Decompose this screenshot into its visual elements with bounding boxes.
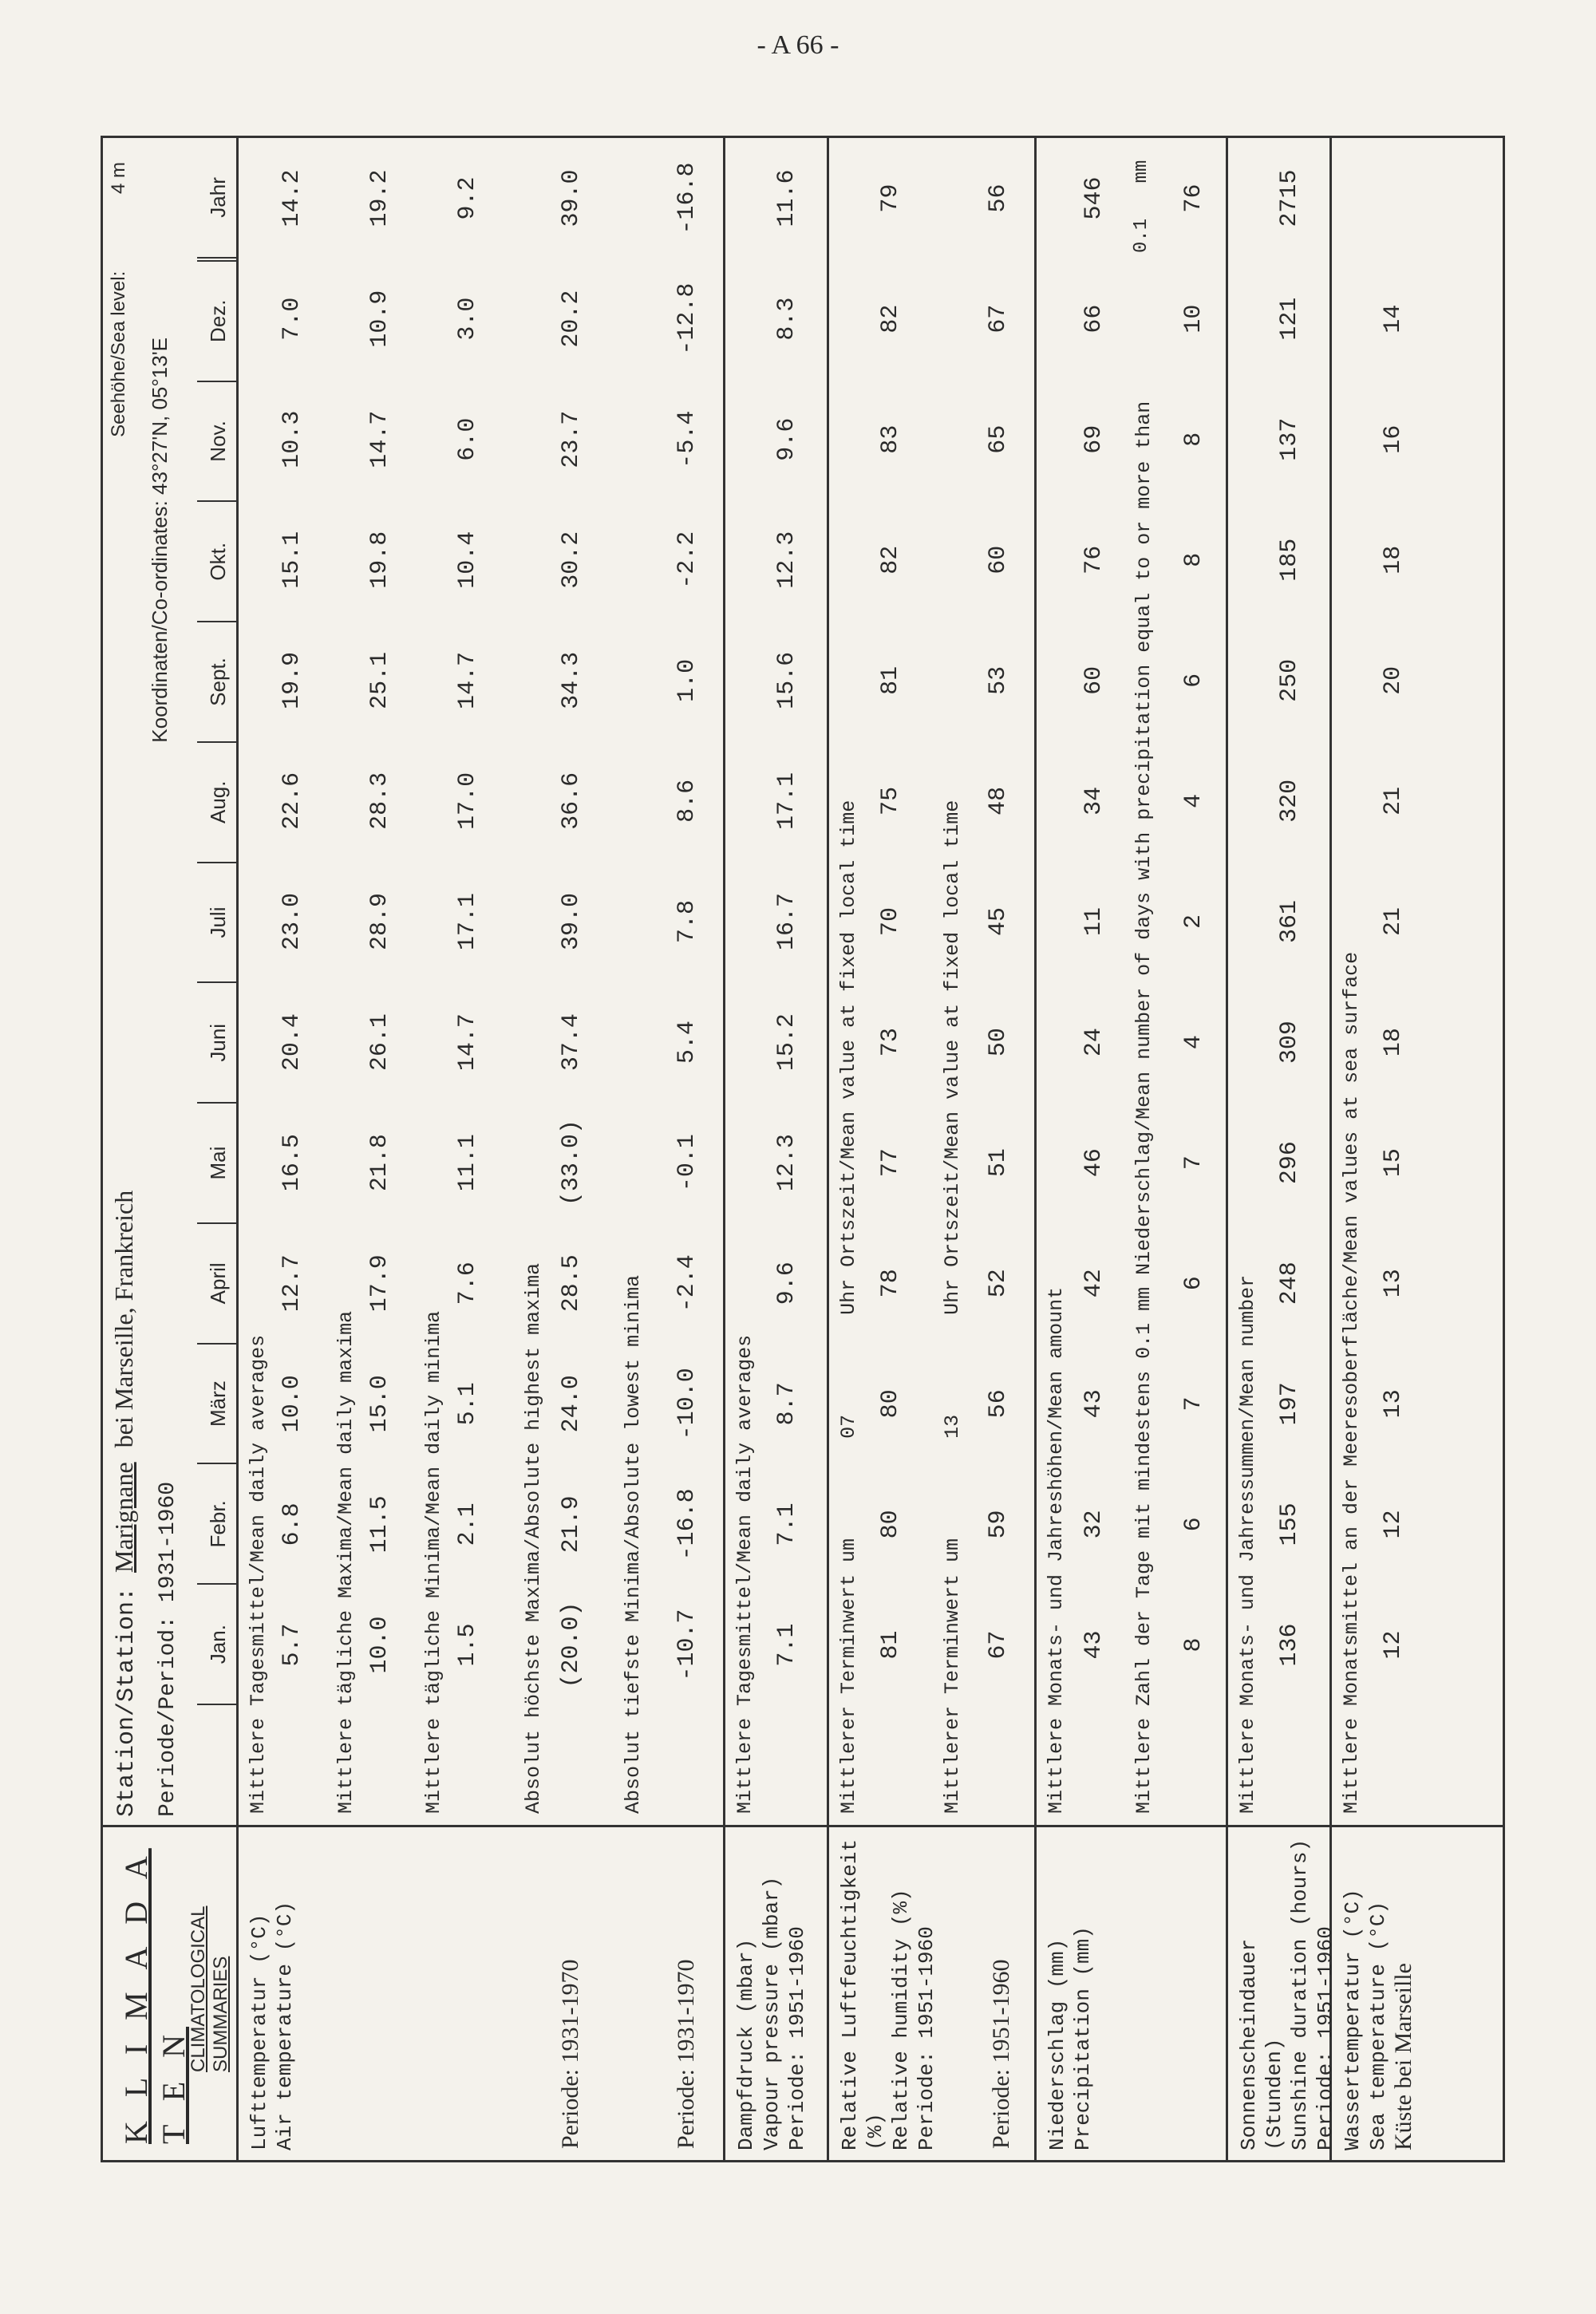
sea-level [108, 162, 130, 437]
row-precip-amount [1080, 138, 1108, 1705]
value-cell: -10.7 [674, 1609, 701, 1681]
temperature-label-en: Air temperature (°C) [273, 1901, 297, 2150]
month-header: Nov. [197, 382, 239, 503]
value-cell: 60 [985, 545, 1012, 575]
value-cell: 6 [1180, 1517, 1207, 1532]
value-cell: 56 [985, 184, 1012, 213]
caption-precip-amount: Mittlere Monats- und Jahreshöhen/Mean amount [1045, 1286, 1068, 1814]
caption-humidity-13-c: Uhr Ortszeit/Mean value at fixed local time [941, 800, 964, 1315]
value-cell: 69 [1080, 424, 1108, 454]
value-cell: 30.2 [558, 531, 585, 589]
station-line [109, 1191, 140, 1817]
precip-threshold-value: 0.1 [1131, 218, 1152, 253]
value-cell: 10.9 [366, 290, 393, 348]
value-cell: 19.8 [366, 531, 393, 589]
sea-level-unit: m [108, 162, 129, 178]
value-cell: 8.6 [674, 779, 701, 823]
sunshine-label [1228, 1825, 1337, 2160]
value-cell: 81 [877, 1630, 904, 1660]
value-cell: -5.4 [674, 410, 701, 468]
value-cell: 8 [1180, 432, 1207, 447]
value-cell: 5.7 [279, 1623, 306, 1667]
value-cell: 34.3 [558, 651, 585, 709]
value-cell: 82 [877, 545, 904, 575]
value-cell: 45 [985, 906, 1012, 936]
value-cell: 42 [1080, 1269, 1108, 1298]
value-cell: 6.8 [279, 1503, 306, 1546]
value-cell: 136 [1276, 1623, 1303, 1667]
caption-sea: Mittlere Monatsmittel an der Meeresoberfläche/Mean values at sea surface [1340, 951, 1363, 1814]
sunshine-label-en: Sunshine duration (hours) [1288, 1838, 1312, 2150]
sunshine-section [1228, 138, 1337, 2160]
value-cell: 121 [1276, 297, 1303, 341]
row-abs-max [558, 138, 585, 1705]
value-cell: 79 [877, 184, 904, 213]
value-cell: 12 [1380, 1630, 1407, 1660]
value-cell: 75 [877, 786, 904, 815]
month-header: Okt. [197, 502, 239, 622]
value-cell: 21.9 [558, 1495, 585, 1554]
value-cell: 13 [1380, 1269, 1407, 1298]
row-daily-avg [279, 138, 306, 1705]
value-cell: 14.2 [279, 169, 306, 227]
month-header: Juni [197, 983, 239, 1104]
precipitation-section [1037, 138, 1228, 2160]
value-cell: 24.0 [558, 1375, 585, 1433]
value-cell: 53 [985, 665, 1012, 695]
value-cell: 36.6 [558, 772, 585, 830]
value-cell: 248 [1276, 1262, 1303, 1305]
value-cell: 7.6 [454, 1262, 481, 1305]
vapour-label [725, 1825, 827, 2160]
value-cell: 25.1 [366, 651, 393, 709]
month-header: Mai [197, 1104, 239, 1224]
value-cell: 20.4 [279, 1013, 306, 1072]
value-cell: 14.7 [454, 1013, 481, 1072]
value-cell: 8.7 [773, 1382, 800, 1426]
period-label: Periode/Period: [156, 1615, 180, 1817]
value-cell: -2.2 [674, 531, 701, 589]
value-cell: 80 [877, 1389, 904, 1419]
document-title: K L I M A D A T E N [118, 1848, 192, 2144]
sea-temperature-label-de: Wassertemperatur (°C) [1341, 1889, 1365, 2150]
caption-humidity-07 [837, 800, 860, 1814]
value-cell: 309 [1276, 1021, 1303, 1064]
value-cell: 16.7 [773, 892, 800, 950]
value-cell: 5.4 [674, 1021, 701, 1064]
value-cell: 11.1 [454, 1134, 481, 1192]
row-humidity-07 [877, 138, 904, 1705]
value-cell: 77 [877, 1148, 904, 1178]
sea-temperature-label [1332, 1825, 1503, 2160]
value-cell: -2.4 [674, 1254, 701, 1313]
humidity-period-b: Periode: 1951-1960 [988, 1959, 1014, 2149]
month-header: Jan. [197, 1585, 239, 1705]
caption-humidity-07-c: Uhr Ortszeit/Mean value at fixed local time [837, 800, 860, 1315]
caption-abs-max: Absolut höchste Maxima/Absolute highest maxima [522, 1262, 545, 1814]
value-cell: 17.0 [454, 772, 481, 830]
value-cell: 10.0 [366, 1616, 393, 1674]
value-cell: -16.8 [674, 162, 701, 235]
humidity-label-en: Relative humidity (%) [889, 1889, 913, 2150]
value-cell: -10.0 [674, 1368, 701, 1440]
value-cell: 7.1 [773, 1503, 800, 1546]
value-cell: 37.4 [558, 1013, 585, 1072]
sea-temperature-location: Küste bei Marseille [1390, 1963, 1416, 2150]
vapour-section [725, 138, 829, 2160]
value-cell: 12 [1380, 1510, 1407, 1539]
value-cell: 82 [877, 304, 904, 334]
value-cell: 2.1 [454, 1503, 481, 1546]
value-cell: 12.7 [279, 1254, 306, 1313]
value-cell: 9.6 [773, 417, 800, 461]
value-cell: 18 [1380, 545, 1407, 575]
value-cell: -0.1 [674, 1134, 701, 1192]
value-cell: 20.2 [558, 290, 585, 348]
row-abs-min [674, 138, 701, 1705]
coordinates [148, 338, 172, 743]
value-cell: 65 [985, 424, 1012, 454]
value-cell: 80 [877, 1510, 904, 1539]
value-cell: 20 [1380, 665, 1407, 695]
value-cell: 70 [877, 906, 904, 936]
humidity-section [829, 138, 1037, 2160]
value-cell: 67 [985, 1630, 1012, 1660]
row-vapour [773, 138, 800, 1705]
value-cell: 2 [1180, 914, 1207, 929]
value-cell: 546 [1080, 176, 1108, 220]
caption-abs-min: Absolut tiefste Minima/Absolute lowest minima [622, 1274, 645, 1814]
value-cell: 320 [1276, 779, 1303, 823]
value-cell: 7.1 [773, 1623, 800, 1667]
value-cell: 11.5 [366, 1495, 393, 1554]
temperature-period-a: Periode: 1931-1970 [557, 1959, 583, 2149]
value-cell: -12.8 [674, 282, 701, 355]
value-cell: 14.7 [454, 651, 481, 709]
value-cell [1380, 138, 1407, 259]
precip-threshold-unit: mm [1131, 160, 1152, 184]
value-cell: 78 [877, 1269, 904, 1298]
value-cell: 52 [985, 1269, 1012, 1298]
value-cell: 16 [1380, 424, 1407, 454]
humidity-period-a: Periode: 1951-1960 [915, 1926, 938, 2150]
value-cell: 6 [1180, 1276, 1207, 1291]
value-cell: 67 [985, 304, 1012, 334]
temperature-label [239, 1825, 723, 2160]
value-cell: 17.1 [773, 772, 800, 830]
title-box [103, 1825, 239, 2160]
value-cell: 19.2 [366, 169, 393, 227]
value-cell: 22.6 [279, 772, 306, 830]
page-number: - A 66 - [757, 30, 839, 60]
caption-vapour: Mittlere Tagesmittel/Mean daily averages [733, 1334, 757, 1814]
value-cell: 3.0 [454, 297, 481, 341]
temperature-section [239, 138, 725, 2160]
value-cell: 17.1 [454, 892, 481, 950]
month-header: April [197, 1224, 239, 1345]
value-cell: 7 [1180, 1155, 1207, 1171]
value-cell: 26.1 [366, 1013, 393, 1072]
vapour-label-en: Vapour pressure (mbar) [760, 1876, 784, 2150]
value-cell: 60 [1080, 665, 1108, 695]
temperature-period-b: Periode: 1931-1970 [673, 1959, 699, 2149]
station-location: bei Marseille, Frankreich [109, 1190, 138, 1448]
year-header: Jahr [197, 138, 239, 262]
value-cell: 39.0 [558, 169, 585, 227]
value-cell: 14.7 [366, 410, 393, 468]
month-header: Aug. [197, 743, 239, 863]
humidity-label [829, 1825, 1034, 2160]
caption-daily-max: Mittlere tägliche Maxima/Mean daily maxima [334, 1310, 358, 1814]
caption-humidity-13-a: Mittlerer Terminwert um [941, 1538, 964, 1814]
sunshine-period: Periode: 1951-1960 [1314, 1926, 1337, 2150]
value-cell: 8 [1180, 1637, 1207, 1653]
value-cell: 23.0 [279, 892, 306, 950]
value-cell: 10.0 [279, 1375, 306, 1433]
value-cell: 18 [1380, 1028, 1407, 1057]
value-cell: 197 [1276, 1382, 1303, 1426]
value-cell: 5.1 [454, 1382, 481, 1426]
temperature-label-de: Lufttemperatur (°C) [247, 1913, 271, 2150]
month-header: Sept. [197, 622, 239, 743]
value-cell: 250 [1276, 658, 1303, 702]
station-name: Marignane [109, 1462, 138, 1573]
humidity-label-de: Relative Luftfeuchtigkeit (%) [838, 1838, 887, 2150]
month-header: März [197, 1345, 239, 1465]
value-cell: 6 [1180, 673, 1207, 688]
value-cell: 10.3 [279, 410, 306, 468]
value-cell: 11 [1080, 906, 1108, 936]
value-cell: 46 [1080, 1148, 1108, 1178]
value-cell: 15 [1380, 1148, 1407, 1178]
value-cell: 76 [1080, 545, 1108, 575]
value-cell: 9.6 [773, 1262, 800, 1305]
value-cell: 28.5 [558, 1254, 585, 1313]
value-cell: 7.0 [279, 297, 306, 341]
sea-temperature-label-en: Sea temperature (°C) [1366, 1901, 1390, 2150]
value-cell: 6.0 [454, 417, 481, 461]
vapour-period: Periode: 1951-1960 [785, 1926, 809, 2150]
sunshine-label-de: Sonnenscheindauer (Stunden) [1237, 1938, 1286, 2150]
value-cell: 66 [1080, 304, 1108, 334]
sea-level-label: Seehöhe/Sea level: [108, 270, 129, 437]
value-cell: 8.3 [773, 297, 800, 341]
value-cell: 13 [1380, 1389, 1407, 1419]
value-cell: 9.2 [454, 176, 481, 220]
caption-humidity-13 [941, 800, 964, 1814]
value-cell: 361 [1276, 899, 1303, 943]
value-cell: 8 [1180, 552, 1207, 567]
month-header: Dez. [197, 262, 239, 382]
value-cell: 11.6 [773, 169, 800, 227]
caption-sunshine: Mittlere Monats- und Jahressummen/Mean number [1236, 1274, 1259, 1814]
value-cell: 43 [1080, 1630, 1108, 1660]
value-cell: 50 [985, 1028, 1012, 1057]
value-cell: 7.8 [674, 899, 701, 943]
station-prefix: Station/Station: [113, 1586, 140, 1817]
value-cell: (33.0) [558, 1119, 585, 1206]
value-cell: 16.5 [279, 1134, 306, 1192]
value-cell: 73 [877, 1028, 904, 1057]
coordinates-value: 43°27'N, 05°13'E [148, 338, 172, 495]
value-cell: 81 [877, 665, 904, 695]
value-cell: 12.3 [773, 531, 800, 589]
month-header: Juli [197, 863, 239, 984]
precipitation-label [1037, 1825, 1226, 2160]
value-cell: 155 [1276, 1503, 1303, 1546]
vapour-label-de: Dampfdruck (mbar) [734, 1938, 758, 2150]
row-daily-min [454, 138, 481, 1705]
value-cell: 59 [985, 1510, 1012, 1539]
value-cell: 2715 [1276, 169, 1303, 227]
value-cell: 83 [877, 424, 904, 454]
value-cell: 14 [1380, 304, 1407, 334]
value-cell: 56 [985, 1389, 1012, 1419]
value-cell: 17.9 [366, 1254, 393, 1313]
month-header: Febr. [197, 1464, 239, 1585]
caption-precip-days: Mittlere Zahl der Tage mit mindestens 0.1 mm Niederschlag/Mean number of days with precipitation equal to or more than [1132, 401, 1156, 1814]
value-cell: 43 [1080, 1389, 1108, 1419]
value-cell: 4 [1180, 793, 1207, 808]
value-cell: 76 [1180, 184, 1207, 213]
row-daily-max [366, 138, 393, 1705]
value-cell: 137 [1276, 417, 1303, 461]
value-cell: 15.0 [366, 1375, 393, 1433]
value-cell: 15.1 [279, 531, 306, 589]
climate-table [101, 136, 1505, 2162]
value-cell: 1.5 [454, 1623, 481, 1667]
sea-level-value: 4 [108, 183, 129, 195]
month-header-row [197, 138, 239, 1705]
value-cell: 1.0 [674, 658, 701, 702]
row-sea [1380, 138, 1407, 1705]
station-header [103, 138, 239, 1825]
value-cell: 4 [1180, 1035, 1207, 1050]
coordinates-label: Koordinaten/Co-ordinates: [148, 500, 172, 743]
value-cell: 21.8 [366, 1134, 393, 1192]
value-cell: 24 [1080, 1028, 1108, 1057]
value-cell: 10.4 [454, 531, 481, 589]
caption-humidity-13-b: 13 [941, 1414, 964, 1439]
value-cell: (20.0) [558, 1601, 585, 1688]
value-cell: 34 [1080, 786, 1108, 815]
value-cell: 12.3 [773, 1134, 800, 1192]
value-cell: 19.9 [279, 651, 306, 709]
caption-humidity-07-a: Mittlerer Terminwert um [837, 1538, 860, 1814]
sea-temperature-section [1332, 138, 1503, 2160]
value-cell: 15.6 [773, 651, 800, 709]
precipitation-label-de: Niederschlag (mm) [1045, 1938, 1069, 2150]
value-cell: 7 [1180, 1396, 1207, 1412]
caption-daily-min: Mittlere tägliche Minima/Mean daily minima [422, 1310, 445, 1814]
value-cell: 32 [1080, 1510, 1108, 1539]
value-cell: 23.7 [558, 410, 585, 468]
caption-humidity-07-b: 07 [837, 1414, 860, 1439]
period-value: 1931-1960 [156, 1481, 180, 1603]
value-cell: -16.8 [674, 1488, 701, 1561]
row-precip-days [1180, 138, 1207, 1705]
value-cell: 296 [1276, 1141, 1303, 1185]
value-cell: 21 [1380, 786, 1407, 815]
document-subtitle: CLIMATOLOGICAL SUMMARIES [188, 1905, 231, 2072]
period-line [156, 1482, 180, 1817]
value-cell: 48 [985, 786, 1012, 815]
precipitation-label-en: Precipitation (mm) [1071, 1926, 1095, 2150]
value-cell: 185 [1276, 538, 1303, 582]
precip-threshold [1131, 160, 1152, 253]
value-cell: 15.2 [773, 1013, 800, 1072]
value-cell: 10 [1180, 304, 1207, 334]
value-cell: 28.3 [366, 772, 393, 830]
value-cell: 39.0 [558, 892, 585, 950]
caption-daily-avg: Mittlere Tagesmittel/Mean daily averages [247, 1334, 270, 1814]
row-sunshine [1276, 138, 1303, 1705]
value-cell: 51 [985, 1148, 1012, 1178]
row-humidity-13 [985, 138, 1012, 1705]
value-cell: 28.9 [366, 892, 393, 950]
value-cell: 21 [1380, 906, 1407, 936]
